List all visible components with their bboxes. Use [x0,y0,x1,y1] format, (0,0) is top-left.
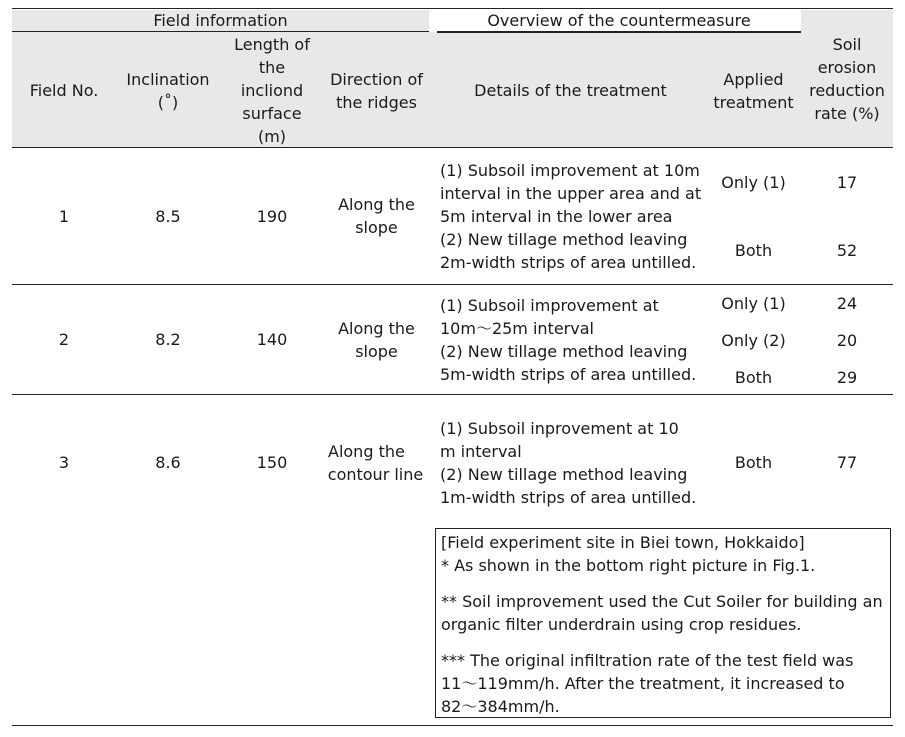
note-asterisk-3b: 11〜119mm/h. After the treatment, it increased to [441,674,845,693]
col-header-length-line3: incliond [240,81,304,100]
col-header-inclination-line1: Inclination [126,70,210,89]
col-header-rate [801,33,893,125]
col-header-applied-line1: Applied [723,70,784,89]
row1-direction-line2: slope [355,218,398,237]
col-header-rate-line4: rate (%) [814,104,880,123]
col-header-applied-line2: treatment [713,93,794,112]
row3-details-line1: (1) Subsoil inprovement at 10 [440,419,679,438]
row1-details-line5: 2m-width strips of area untilled. [440,253,697,272]
row3-details-line4: 1m-width strips of area untilled. [440,488,697,507]
col-header-rate-line2: erosion [817,58,877,77]
header-bottom-rule [12,147,893,148]
row1-details-line3: 5m interval in the lower area [440,207,673,226]
row2-details [440,294,710,386]
row3-inclination: 8.6 [155,453,181,472]
col-header-applied [706,68,801,114]
row3-details [440,417,710,509]
row1-field-no: 1 [58,207,70,226]
note-asterisk-3c: 82〜384mm/h. [441,697,560,716]
note-asterisk-2a: ** Soil improvement used the Cut Soiler for building an [441,592,883,611]
notes-content [441,531,889,718]
row2-field-no: 2 [58,330,70,349]
row3-field-no: 3 [58,453,70,472]
row2-applied-3: Both [734,368,773,387]
row3-details-line2: m interval [440,442,522,461]
col-header-rate-line1: Soil [832,35,862,54]
row2-details-line1: (1) Subsoil improvement at [440,296,659,315]
col-header-direction-line2: the ridges [336,93,417,112]
row1-applied-1: Only (1) [721,173,786,192]
row2-rate-1: 24 [836,294,858,313]
col-header-length-line5: (m) [257,127,287,146]
row1-direction [324,193,429,239]
col-header-direction-line1: Direction of [330,70,423,89]
table-bottom-rule [12,725,893,726]
row2-applied-1: Only (1) [721,294,786,313]
row3-direction-line2: contour line [327,465,424,484]
row2-direction-line1: Along the [338,319,415,338]
row2-details-line4: 5m-width strips of area untilled. [440,365,697,384]
row2-applied-2: Only (2) [721,331,786,350]
col-header-length-line2: the [258,58,286,77]
row1-details-line2: interval in the upper area and at [440,184,702,203]
row2-details-line2: 10m〜25m interval [440,319,594,338]
row1-details [440,159,710,274]
row2-direction-line2: slope [355,342,398,361]
col-header-inclination [116,68,220,114]
row1-details-line4: (2) New tillage method leaving [440,230,688,249]
col-header-details: Details of the treatment [474,81,667,100]
row1-length: 190 [256,207,288,226]
col-header-field-no: Field No. [29,81,99,100]
col-header-direction [324,68,429,114]
row1-bottom-rule [12,284,893,285]
group-overview-header: Overview of the countermeasure [487,11,751,30]
row2-bottom-rule [12,394,893,395]
col-header-length-line1: Length of [234,35,310,54]
note-asterisk-2b: organic filter underdrain using crop residues. [441,615,802,634]
row1-applied-2: Both [734,241,773,260]
row3-details-line3: (2) New tillage method leaving [440,465,688,484]
row2-direction [324,317,429,363]
row2-length: 140 [256,330,288,349]
row3-direction-line1: Along the [328,442,405,461]
row3-length: 150 [256,453,288,472]
row1-rate-1: 17 [836,173,858,192]
col-header-inclination-line2: (˚) [157,93,179,112]
note-asterisk-3a: *** The original infiltration rate of the test field was [441,651,854,670]
note-site: [Field experiment site in Biei town, Hokkaido] [441,533,805,552]
row2-rate-2: 20 [836,331,858,350]
note-asterisk-1: * As shown in the bottom right picture in Fig.1. [441,556,816,575]
col-header-length [220,33,324,148]
row3-applied-1: Both [734,453,773,472]
row2-details-line3: (2) New tillage method leaving [440,342,688,361]
col-header-rate-line3: reduction [809,81,885,100]
row1-details-line1: (1) Subsoil improvement at 10m [440,161,700,180]
group-field-header: Field information [153,11,288,30]
row1-direction-line1: Along the [338,195,415,214]
row3-rate-1: 77 [836,453,858,472]
notes-box [435,528,891,718]
row2-rate-3: 29 [836,368,858,387]
row1-rate-2: 52 [836,241,858,260]
col-header-length-line4: surface [242,104,302,123]
row1-inclination: 8.5 [155,207,181,226]
row3-direction [322,440,429,486]
row2-inclination: 8.2 [155,330,181,349]
